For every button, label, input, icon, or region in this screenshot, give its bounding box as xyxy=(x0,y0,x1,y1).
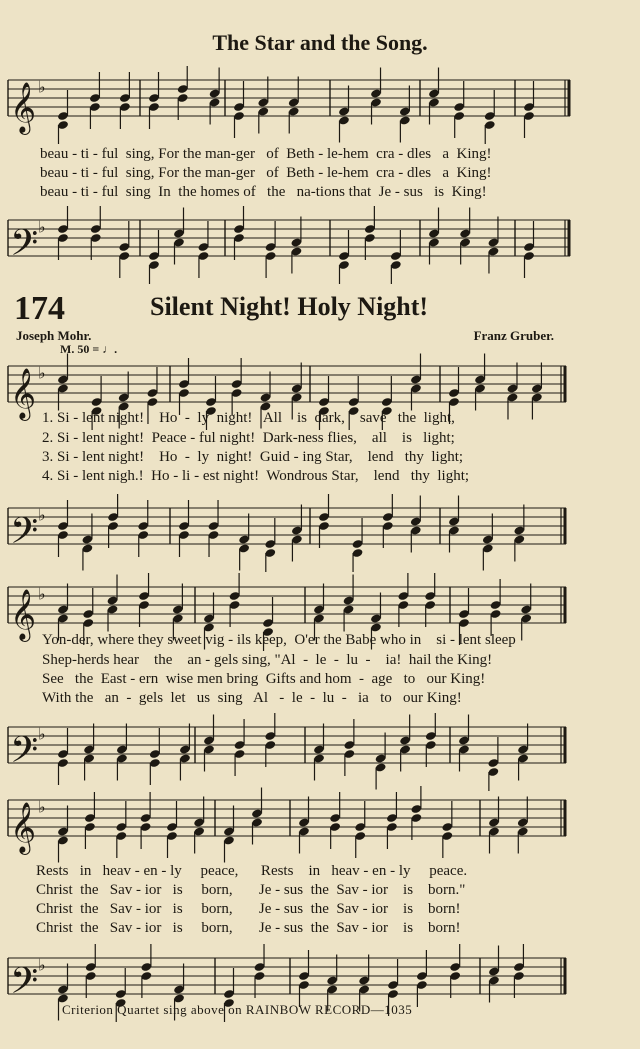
previous-hymn-title: The Star and the Song. xyxy=(212,30,428,55)
bass-staff-2 xyxy=(0,713,640,793)
metronome-marking: M. 50 = ♩. xyxy=(60,342,118,356)
verse-line: 2. Si - lent night! Peace - ful night! Dark-ness flies, all is light; xyxy=(42,430,455,446)
key-signature-icon: ♭ xyxy=(38,797,46,817)
key-signature-icon: ♭ xyxy=(38,955,46,975)
verse-line: Christ the Sav - ior is born, Je - sus the Sav - ior is born! xyxy=(36,920,461,936)
verse-line: Christ the Sav - ior is born, Je - sus the Sav - ior is born." xyxy=(36,882,466,898)
verse-line: 1. Si - lent night! Ho - ly night! All is dark, save the light, xyxy=(42,410,455,426)
recording-footer: Criterion Quartet sing above on RAINBOW RECORD—1035 xyxy=(62,1002,413,1017)
key-signature-icon: ♭ xyxy=(38,724,46,744)
bass-clef-icon: 𝄢 xyxy=(10,510,39,561)
key-signature-icon: ♭ xyxy=(38,584,46,604)
verse-line: Yon-der, where they sweet vig - ils keep, O'er the Babe who in si - lent sleep xyxy=(42,632,516,648)
composer-credit: Franz Gruber. xyxy=(473,328,554,343)
verse-line: Rests in heav - en - ly peace, Rests in heav - en - ly peace. xyxy=(36,863,468,879)
verse-line: Shep-herds hear the an - gels sing, "Al - le - lu - ia! hail the King! xyxy=(42,652,493,668)
verse-line: See the East - ern wise men bring Gifts and hom - age to our King! xyxy=(42,671,486,687)
bass-staff-1 xyxy=(0,494,640,574)
lyricist-credit: Joseph Mohr. xyxy=(16,328,92,343)
bass-staff-top xyxy=(0,206,640,286)
key-signature-icon: ♭ xyxy=(38,505,46,525)
verse-line: 3. Si - lent night! Ho - ly night! Guid - ing Star, lend thy light; xyxy=(42,449,464,465)
bass-clef-icon: 𝄢 xyxy=(10,729,39,780)
bass-clef-icon: 𝄢 xyxy=(10,222,39,273)
hymn-number: 174 xyxy=(14,290,65,327)
key-signature-icon: ♭ xyxy=(38,77,46,97)
treble-clef-icon: 𝄞 xyxy=(10,589,37,640)
treble-staff-top xyxy=(0,66,640,146)
top-lyric-line: beau - ti - ful sing, For the man-ger of Beth - le-hem cra - dles a King! xyxy=(40,165,492,181)
verse-line: Christ the Sav - ior is born, Je - sus the Sav - ior is born! xyxy=(36,901,461,917)
treble-clef-icon: 𝄞 xyxy=(10,802,37,853)
top-lyric-line: beau - ti - ful sing In the homes of the na-tions that Je - sus is King! xyxy=(40,184,487,200)
treble-staff-3 xyxy=(0,786,640,866)
key-signature-icon: ♭ xyxy=(38,363,46,383)
key-signature-icon: ♭ xyxy=(38,217,46,237)
verse-line: 4. Si - lent nigh.! Ho - li - est night! Wondrous Star, lend thy light; xyxy=(42,468,470,484)
bass-clef-icon: 𝄢 xyxy=(10,960,39,1011)
hymn-title: Silent Night! Holy Night! xyxy=(150,292,429,321)
top-lyric-line: beau - ti - ful sing, For the man-ger of Beth - le-hem cra - dles a King! xyxy=(40,146,492,162)
treble-clef-icon: 𝄞 xyxy=(10,82,37,133)
treble-clef-icon: 𝄞 xyxy=(10,368,37,419)
verse-line: With the an - gels let us sing Al - le - lu - ia to our King! xyxy=(42,690,462,706)
